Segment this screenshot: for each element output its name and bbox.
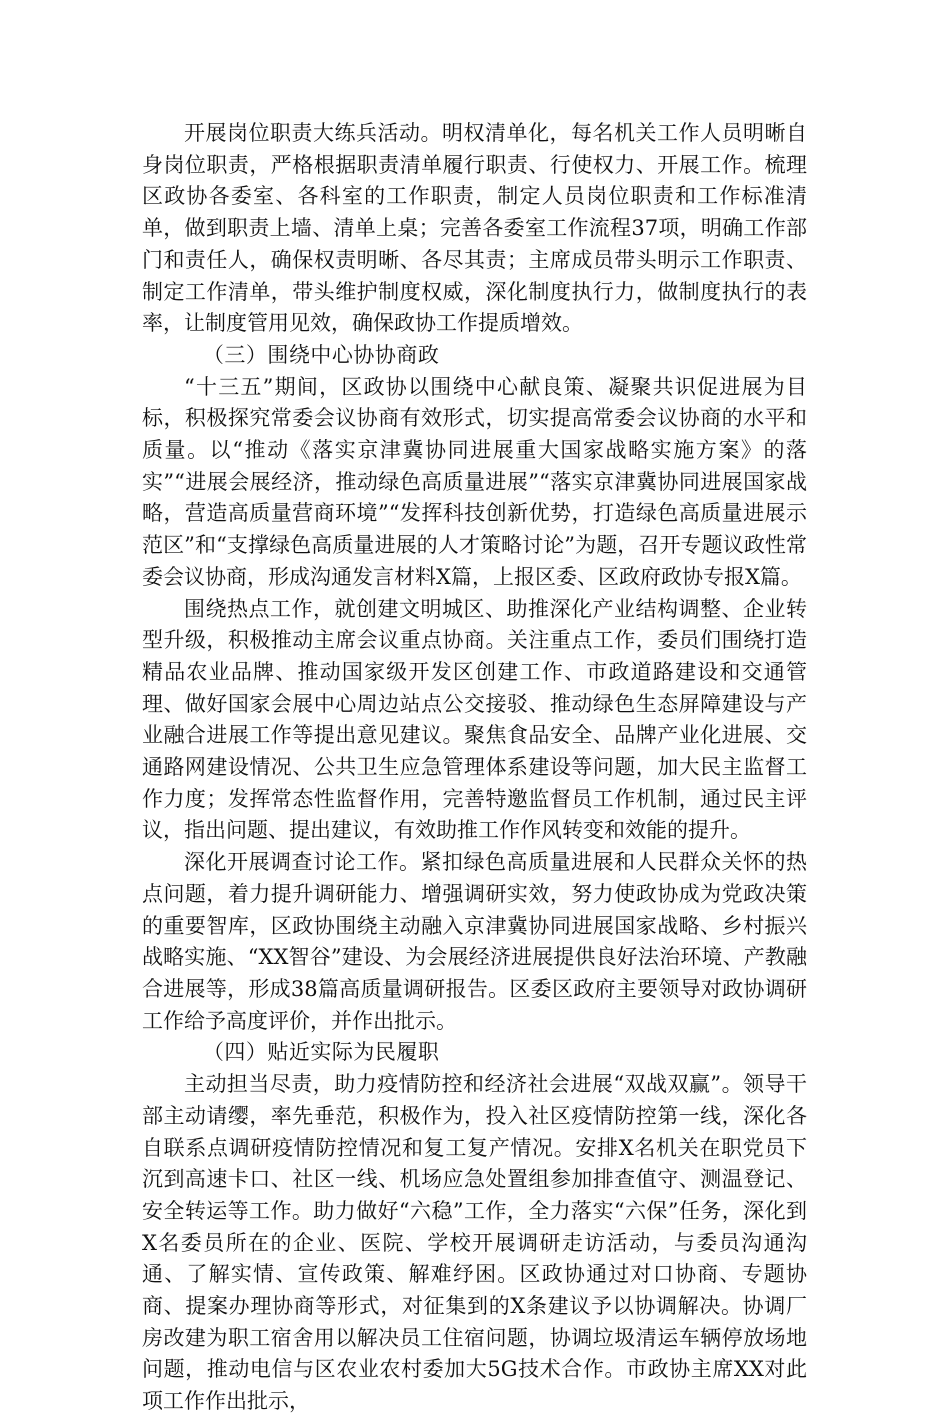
document-body [142, 118, 807, 1418]
paragraph-hotspot-work: 围绕热点工作，就创建文明城区、助推深化产业结构调整、企业转型升级，积极推动主席会议重点协商。关注重点工作，委员们围绕打造精品农业品牌、推动国家级开发区创建工作、市政道路建设和交通管理、做好国家会展中心周边站点公交接驳、推动绿色生态屏障建设与产业融合进展工作等提出意见建议。聚焦食品安全、品牌产业化进展、交通路网建设情况、公共卫生应急管理体系建设等问题，加大民主监督工作力度；发挥常态性监督作用，完善特邀监督员工作机制，通过民主评议，指出问题、提出建议，有效助推工作作风转变和效能的提升。 [142, 596, 807, 843]
paragraph-investigation-research: 深化开展调查讨论工作。紧扣绿色高质量进展和人民群众关怀的热点问题，着力提升调研能力、增强调研实效，努力使政协成为党政决策的重要智库，区政协围绕主动融入京津冀协同进展国家战略、乡村振兴战略实施、“XX智谷”建设、为会展经济进展提供良好法治环境、产教融合进展等，形成38篇高质量调研报告。区委区政府主要领导对政协调研工作给予高度评价，并作出批示。 [142, 850, 807, 1033]
section-heading-3: （三）围绕中心协协商政 [202, 342, 440, 367]
section-heading-4: （四）贴近实际为民履职 [202, 1040, 440, 1065]
paragraph-standing-committee-consultation: “十三五”期间，区政协以围绕中心献良策、凝聚共识促进展为目标，积极探究常委会议协商有效形式，切实提高常委会议协商的水平和质量。以“推动《落实京津冀协同进展重大国家战略实施方案》的落实”“进展会展经济，推动绿色高质量进展”“落实京津冀协同进展国家战略，营造高质量营商环境”“发挥科技创新优势，打造绿色高质量进展示范区”和“支撑绿色高质量进展的人才策略讨论”为题，召开专题议政性常委会议协商，形成沟通发言材料X篇，上报区委、区政府政协专报X篇。 [142, 374, 807, 589]
paragraph-post-duty-training: 开展岗位职责大练兵活动。明权清单化，每名机关工作人员明晰自身岗位职责，严格根据职责清单履行职责、行使权力、开展工作。梳理区政协各委室、各科室的工作职责，制定人员岗位职责和工作标准清单，做到职责上墙、清单上桌；完善各委室工作流程37项，明确工作部门和责任人，确保权责明晰、各尽其责；主席成员带头明示工作职责、制定工作清单，带头维护制度权威，深化制度执行力，做制度执行的表率，让制度管用见效，确保政协工作提质增效。 [142, 121, 807, 336]
paragraph-epidemic-prevention: 主动担当尽责，助力疫情防控和经济社会进展“双战双赢”。领导干部主动请缨，率先垂范，积极作为，投入社区疫情防控第一线，深化各自联系点调研疫情防控情况和复工复产情况。安排X名机关在职党员下沉到高速卡口、社区一线、机场应急处置组参加排查值守、测温登记、安全转运等工作。助力做好“六稳”工作，全力落实“六保”任务，深化到X名委员所在的企业、医院、学校开展调研走访活动，与委员沟通沟通、了解实情、宣传政策、解难纾困。区政协通过对口协商、专题协商、提案办理协商等形式，对征集到的X条建议予以协调解决。协调厂房改建为职工宿舍用以解决员工住宿问题，协调垃圾清运车辆停放场地问题，推动电信与区农业农村委加大5G技术合作。市政协主席XX对此项工作作出批示， [142, 1072, 807, 1414]
